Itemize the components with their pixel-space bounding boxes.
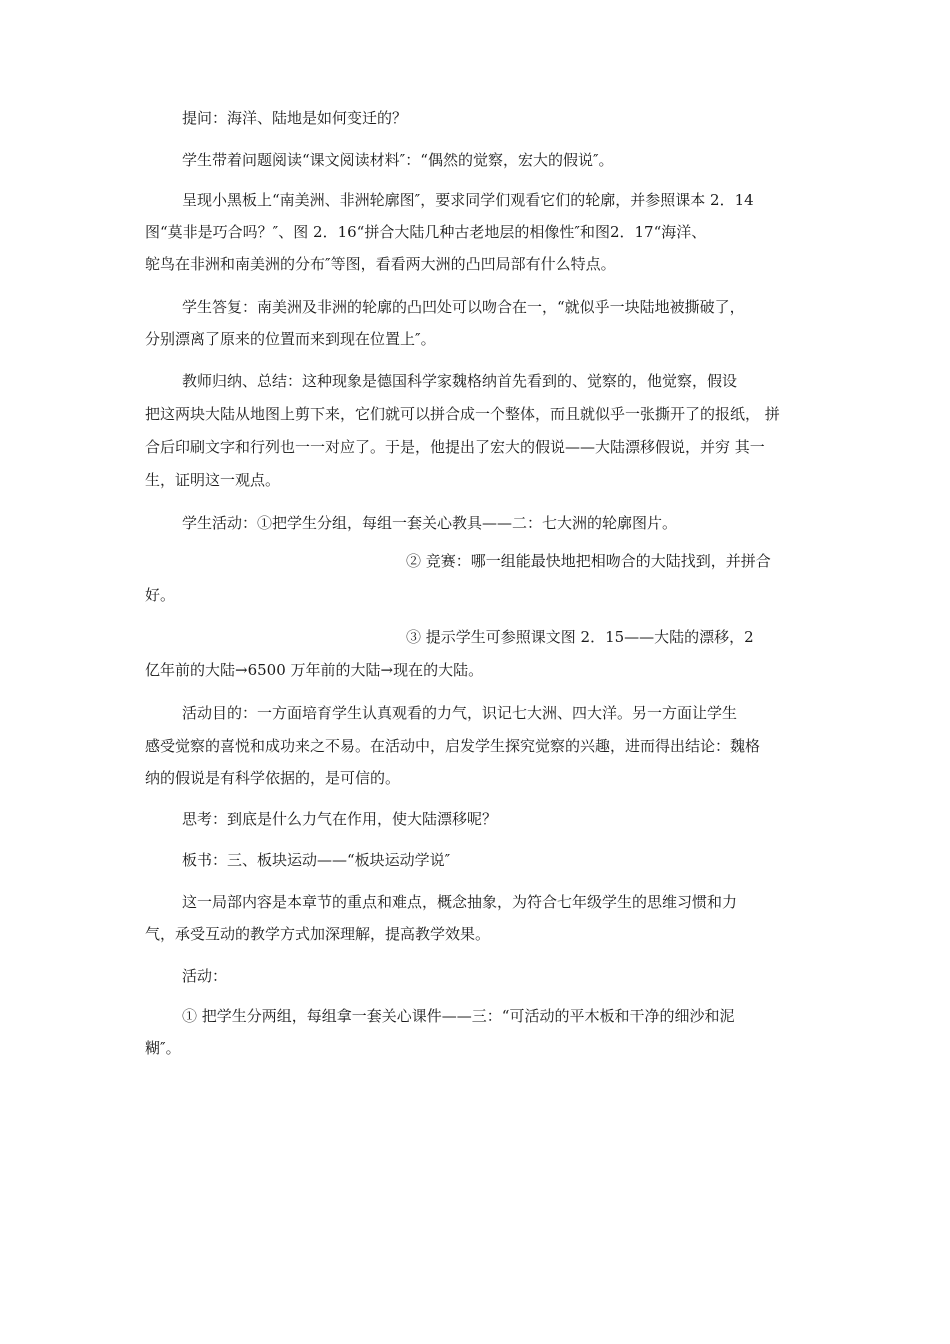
- paragraph-line: 活动：: [182, 967, 228, 985]
- paragraph-line: 呈现小黑板上“南美洲、非洲轮廓图″，要求同学们观看它们的轮廓，并参照课本 2．14: [182, 191, 754, 209]
- paragraph-line: ① 把学生分两组，每组拿一套关心课件——三：“可活动的平木板和干净的细沙和泥: [182, 1007, 735, 1025]
- paragraph-line: 气，承受互动的教学方式加深理解，提高教学效果。: [145, 925, 491, 943]
- paragraph-line: ③ 提示学生可参照课文图 2．15——大陆的漂移，2: [406, 628, 754, 646]
- paragraph-line: 糊″。: [145, 1039, 181, 1057]
- paragraph-line: 活动目的：一方面培育学生认真观看的力气，识记七大洲、四大洋。另一方面让学生: [182, 704, 738, 722]
- paragraph-line: 分别漂离了原来的位置而来到现在位置上″。: [145, 330, 436, 348]
- paragraph-line: 学生带着问题阅读“课文阅读材料″：“偶然的觉察，宏大的假说″。: [182, 151, 614, 169]
- paragraph-line: 好。: [145, 586, 176, 604]
- paragraph-line: 纳的假说是有科学依据的，是可信的。: [145, 769, 401, 787]
- paragraph-line: 亿年前的大陆→6500 万年前的大陆→现在的大陆。: [145, 661, 484, 679]
- paragraph-line: 感受觉察的喜悦和成功来之不易。在活动中，启发学生探究觉察的兴趣，进而得出结论：魏格: [145, 737, 761, 755]
- paragraph-line: ② 竞赛：哪一组能最快地把相吻合的大陆找到，并拼合: [406, 552, 771, 570]
- paragraph-line: 把这两块大陆从地图上剪下来，它们就可以拼合成一个整体，而且就似乎一张撕开了的报纸， 拼: [145, 405, 780, 423]
- paragraph-line: 这一局部内容是本章节的重点和难点，概念抽象，为符合七年级学生的思维习惯和力: [182, 893, 738, 911]
- question-text: 提问：海洋、陆地是如何变迁的？: [182, 109, 408, 127]
- paragraph-line: 鸵鸟在非洲和南美洲的分布″等图，看看两大洲的凸凹局部有什么特点。: [145, 255, 616, 273]
- paragraph-line: 教师归纳、总结：这种现象是德国科学家魏格纳首先看到的、觉察的，他觉察，假设: [182, 372, 738, 390]
- paragraph-line: 学生活动：①把学生分组，每组一套关心教具——二：七大洲的轮廓图片。: [182, 514, 678, 532]
- paragraph-line: 学生答复：南美洲及非洲的轮廓的凸凹处可以吻合在一，“就似乎一块陆地被撕破了，: [182, 298, 745, 316]
- paragraph-line: 图“莫非是巧合吗？″、图 2．16“拼合大陆几种古老地层的相像性″和图2．17“海洋、: [145, 223, 707, 241]
- paragraph-line: 生，证明这一观点。: [145, 471, 281, 489]
- paragraph-line: 思考：到底是什么力气在作用，使大陆漂移呢？: [182, 810, 498, 828]
- paragraph-line: 合后印刷文字和行列也一一对应了。于是，他提出了宏大的假说——大陆漂移假说，并穷 其一: [145, 438, 765, 456]
- blackboard-note: 板书：三、板块运动——“板块运动学说″: [182, 851, 451, 869]
